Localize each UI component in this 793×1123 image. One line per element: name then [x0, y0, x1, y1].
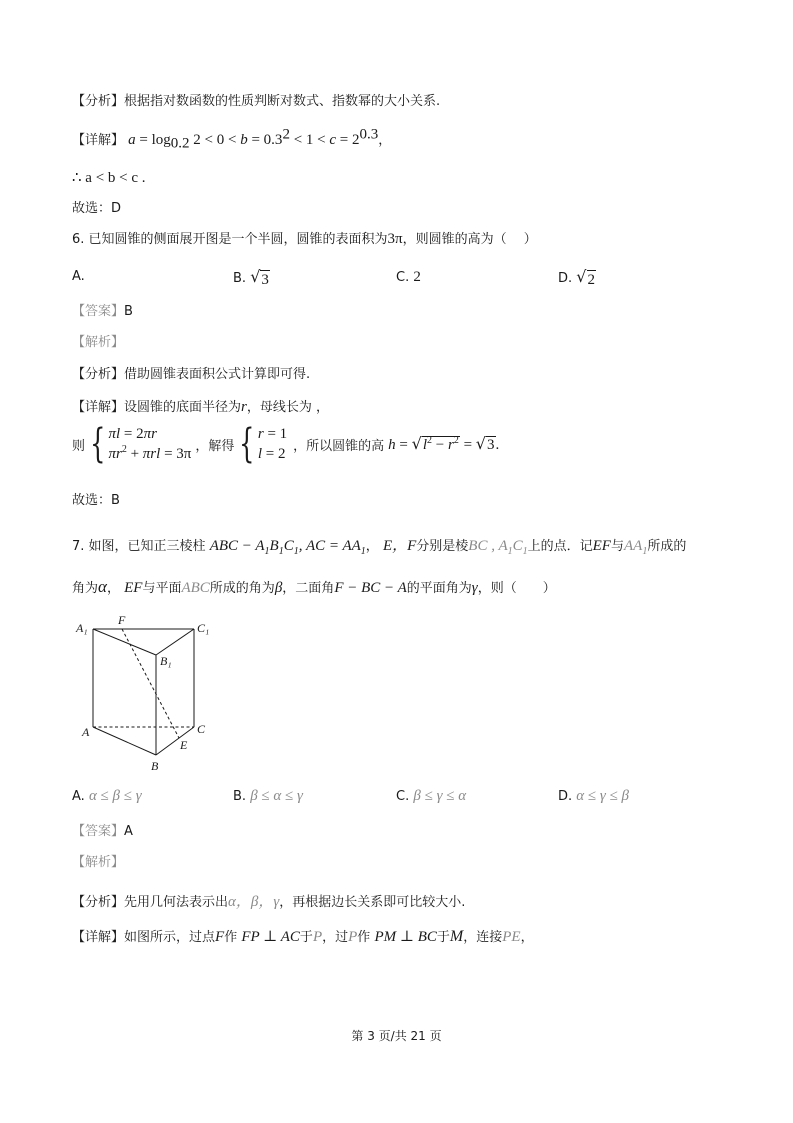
label-e: E — [180, 738, 188, 752]
q6-option-c: C. 2 — [396, 269, 421, 285]
label-a: A — [82, 725, 90, 739]
q7-analysis: 【分析】先用几何法表示出α，β，γ，再根据边长关系即可比较大小. — [72, 894, 466, 910]
label-b: B — [151, 759, 159, 773]
q6-analysis: 【分析】借助圆锥表面积公式计算即可得. — [72, 367, 311, 382]
q7-stem-line1: 7. 如图，已知正三棱柱 ABC − $A_1B_1C_1$, AC = $AA_1$， E，F分别是棱BC , $A_1C_1$上的点．记EF与$AA_1$所成的 — [72, 538, 687, 557]
label-f: F — [118, 613, 126, 627]
sqrt-symbol: √ 2 — [576, 267, 595, 288]
sqrt-symbol: √ 3 — [250, 267, 269, 288]
label-c: C — [197, 722, 206, 736]
q7-answer: 【答案】A — [72, 824, 133, 839]
q6-choice: 故选：B — [72, 493, 120, 508]
q5-detail: 【详解】 $a = \log_{0.2} 2 < 0 < b = 0.3^2 < 1 < c = 2^{0.3}$， — [72, 126, 392, 152]
q5-therefore: ∴ a < b < c . — [72, 170, 146, 186]
q7-jiexi: 【解析】 — [72, 855, 125, 870]
q7-detail: 【详解】如图所示，过点F作 FP ⊥ AC于P，过P作 PM ⊥ BC于M，连接PE， — [72, 928, 534, 945]
q6-stem: 6. 已知圆锥的侧面展开图是一个半圆，圆锥的表面积为3π，则圆锥的高为（ ） — [72, 231, 537, 247]
q7-option-c: C. β ≤ γ ≤ α — [396, 788, 467, 804]
label-b1: B₁ — [160, 654, 172, 668]
prism-figure — [72, 612, 232, 777]
label-c1: C₁ — [197, 621, 210, 635]
q6-option-b: B. √ 3 — [233, 267, 269, 288]
label-a1: A₁ — [76, 621, 88, 635]
q6-detail: 【详解】设圆锥的底面半径为r，母线长为 ， — [72, 399, 330, 415]
q6-answer: 【答案】B — [72, 304, 133, 319]
q7-option-a: A. α ≤ β ≤ γ — [72, 788, 142, 804]
q6-option-a: A. — [72, 269, 85, 284]
q6-equation-system: 则 { πl = 2πr $\pi r^2 + \pi rl = 3\pi$ ，解得 { r = 1 l = 2 ，所以圆锥的高 h = √ $l^2 - r^2$ = √ 3 . — [72, 421, 500, 467]
q7-option-b: B. β ≤ α ≤ γ — [233, 788, 303, 804]
q6-option-d: D. √ 2 — [558, 267, 595, 288]
q7-stem-line2: 角为α， EF与平面ABC所成的角为β，二面角F − BC − A的平面角为γ，则（ ） — [72, 577, 556, 596]
q7-option-d: D. α ≤ γ ≤ β — [558, 788, 630, 804]
page-footer: 第 3 页/共 21 页 — [351, 1029, 442, 1043]
q5-analysis: 【分析】根据指对数函数的性质判断对数式、指数幂的大小关系. — [72, 94, 441, 109]
q5-choice: 故选：D — [72, 201, 122, 216]
q6-jiexi: 【解析】 — [72, 335, 125, 350]
